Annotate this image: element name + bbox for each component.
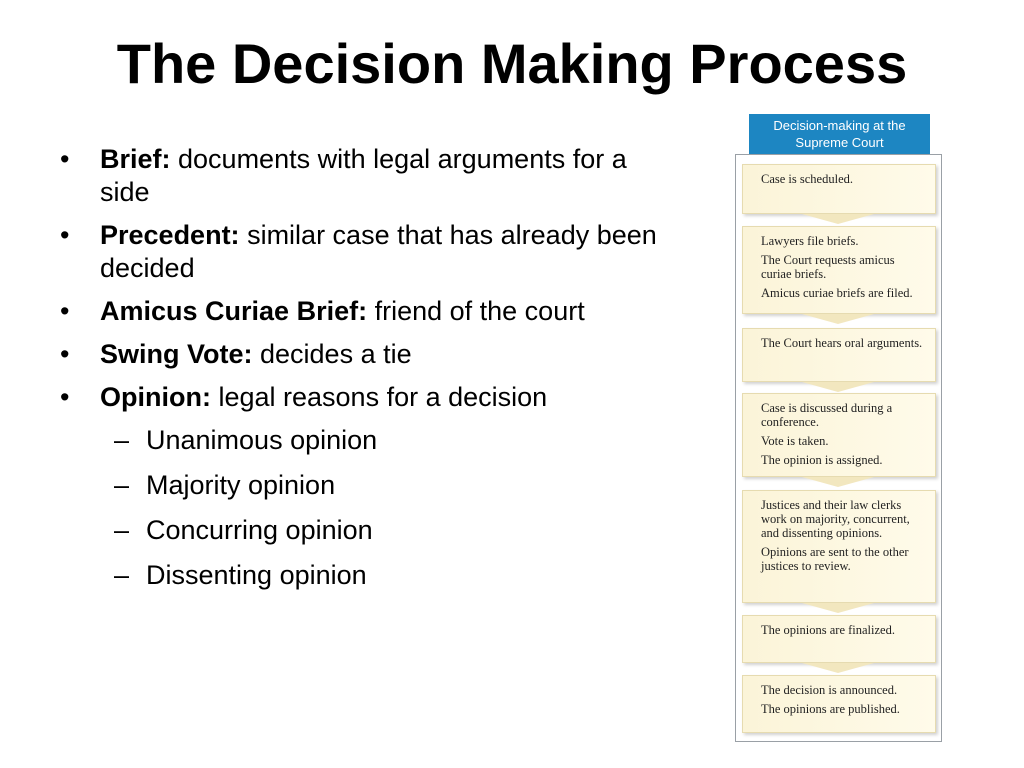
flow-arrow-icon	[802, 663, 874, 673]
flow-step-scheduled	[742, 164, 936, 214]
bullet-term: Precedent:	[100, 220, 240, 250]
sub-bullet-text: Concurring opinion	[146, 515, 373, 545]
flow-step-line: The opinion is assigned.	[761, 453, 883, 467]
bullet-mark: •	[60, 382, 70, 412]
flow-step-line: Case is discussed during a conference.	[761, 401, 893, 429]
flow-step-line: Case is scheduled.	[761, 172, 853, 186]
flow-step-finalized	[742, 615, 936, 663]
bullet-text: legal reasons for a decision	[210, 382, 548, 412]
flow-step-line: Justices and their law clerks work on majority, concurrent, and dissenting opinions.	[761, 498, 910, 540]
flow-step-line: Vote is taken.	[761, 434, 829, 448]
flow-arrow-icon	[802, 214, 874, 224]
bullet-item-amicus-curiae-brief	[58, 295, 658, 328]
bullet-item-brief	[58, 143, 658, 209]
sub-bullet-item	[58, 424, 658, 457]
sub-bullet-text: Dissenting opinion	[146, 560, 367, 590]
flow-step-line: Lawyers file briefs.	[761, 234, 859, 248]
bullet-term: Swing Vote:	[100, 339, 253, 369]
bullet-text: friend of the court	[367, 296, 585, 326]
bullet-text: documents with legal arguments for a side	[100, 144, 627, 207]
flow-step-announced	[742, 675, 936, 733]
sub-bullet-mark: –	[114, 470, 130, 500]
sub-bullet-text: Majority opinion	[146, 470, 336, 500]
bullet-mark: •	[60, 144, 70, 174]
bullet-term: Amicus Curiae Brief:	[100, 296, 368, 326]
sub-bullet-item	[58, 514, 658, 547]
bullet-term: Opinion:	[100, 382, 211, 412]
bullet-term: Brief:	[100, 144, 171, 174]
flowchart-header: Decision-making at the Supreme Court	[749, 114, 930, 154]
bullet-mark: •	[60, 220, 70, 250]
flow-step-briefs	[742, 226, 936, 314]
flow-arrow-icon	[802, 477, 874, 487]
sub-bullet-text: Unanimous opinion	[146, 425, 378, 455]
flow-arrow-icon	[802, 603, 874, 613]
flow-step-line: Opinions are sent to the other justices to review.	[761, 545, 909, 573]
flow-arrow-icon	[802, 382, 874, 392]
flow-step-line: The opinions are published.	[761, 702, 900, 716]
bullet-item-precedent	[58, 219, 658, 285]
slide-title: The Decision Making Process	[116, 32, 908, 95]
flow-step-conference	[742, 393, 936, 477]
sub-bullet-item	[58, 559, 658, 592]
sub-bullet-mark: –	[114, 515, 130, 545]
flow-step-line: The opinions are finalized.	[761, 623, 895, 637]
sub-bullet-mark: –	[114, 425, 130, 455]
bullet-item-opinion	[58, 381, 658, 414]
flow-arrow-icon	[802, 314, 874, 324]
flow-step-oral-arguments	[742, 328, 936, 382]
sub-bullet-item	[58, 469, 658, 502]
bullet-mark: •	[60, 296, 70, 326]
bullet-text: similar case that has already been decided	[100, 220, 657, 283]
bullet-mark: •	[60, 339, 70, 369]
flow-step-line: Amicus curiae briefs are filed.	[761, 286, 913, 300]
flow-step-line: The Court hears oral arguments.	[761, 336, 923, 350]
bullet-text: decides a tie	[252, 339, 412, 369]
bullet-item-swing-vote	[58, 338, 658, 371]
flow-step-line: The decision is announced.	[761, 683, 898, 697]
flow-step-opinions-drafted	[742, 490, 936, 603]
flow-step-line: The Court requests amicus curiae briefs.	[761, 253, 895, 281]
sub-bullet-mark: –	[114, 560, 130, 590]
bullet-list	[58, 143, 658, 604]
